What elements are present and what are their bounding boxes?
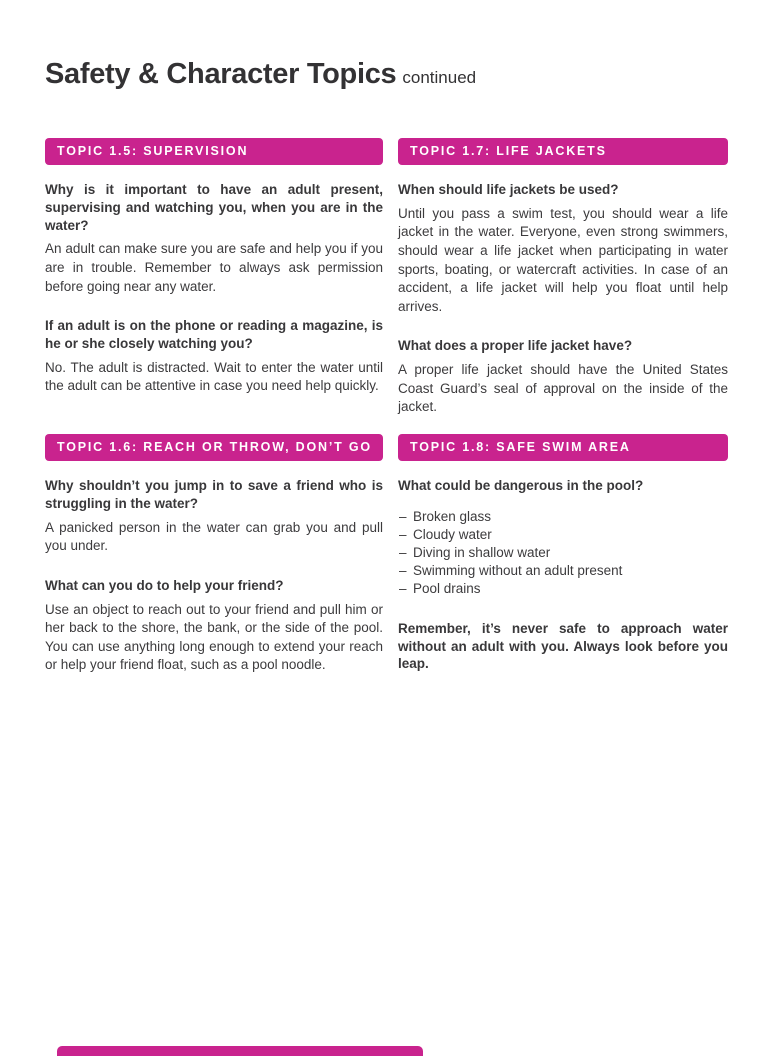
question: If an adult is on the phone or reading a magazine, is he or she closely watching you? [45, 318, 383, 351]
question: Why shouldn’t you jump in to save a friend who is struggling in the water? [45, 478, 383, 511]
list-item: – Broken glass [398, 508, 728, 526]
question: What could be dangerous in the pool? [398, 478, 644, 493]
answer: An adult can make sure you are safe and help you if you are in trouble. Remember to always ask permission before going near any water. [45, 241, 383, 294]
answer: Until you pass a swim test, you should wear a life jacket in the water. Everyone, even strong swimmers, should wear a life jacket when participating in water sports, boating, or watercraft activities. In case of an accident, a life jacket will help you float until help arrives. [398, 205, 728, 314]
topic-banner-life-jackets: TOPIC 1.7: LIFE JACKETS [398, 138, 728, 165]
page-title [45, 56, 728, 96]
question: What can you do to help your friend? [45, 577, 284, 593]
topic-card-reach-or-throw [45, 434, 383, 675]
footer-bar [57, 1046, 423, 1056]
topics-grid [45, 138, 728, 675]
question: When should life jackets be used? [398, 182, 619, 197]
answer: Use an object to reach out to your friend and pull him or her back to the shore, the bank, or the side of the pool. You can use anything long enough to extend your reach or help your friend float, such as a pool noodle. [45, 601, 383, 673]
answer: No. The adult is distracted. Wait to enter the water until the adult can be attentive in case you need help quickly. [45, 359, 383, 394]
question: Why is it important to have an adult present, supervising and watching you, when you are in the water? [45, 182, 383, 233]
answer: A proper life jacket should have the United States Coast Guard’s seal of approval on the inside of the jacket. [398, 362, 728, 415]
list-item: – Swimming without an adult present [398, 562, 728, 580]
topic-card-safe-swim-area [398, 434, 728, 673]
topic-banner-supervision: TOPIC 1.5: SUPERVISION [45, 138, 383, 165]
list-item: – Diving in shallow water [398, 544, 728, 562]
topic-banner-reach-or-throw: TOPIC 1.6: REACH OR THROW, DON’T GO [45, 434, 383, 461]
danger-list [398, 508, 728, 598]
topic-card-supervision [45, 138, 383, 396]
answer: A panicked person in the water can grab you and pull you under. [45, 519, 383, 554]
topic-card-life-jackets [398, 138, 728, 417]
list-item: – Pool drains [398, 580, 728, 598]
list-item: – Cloudy water [398, 526, 728, 544]
topic-banner-safe-swim-area: TOPIC 1.8: SAFE SWIM AREA [398, 434, 728, 461]
reminder-note: Remember, it’s never safe to approach water without an adult with you. Always look before you leap. [398, 620, 728, 672]
page-title-suffix: continued [402, 68, 477, 87]
page-title-main: Safety & Character Topics [45, 58, 397, 90]
question: What does a proper life jacket have? [398, 338, 633, 354]
